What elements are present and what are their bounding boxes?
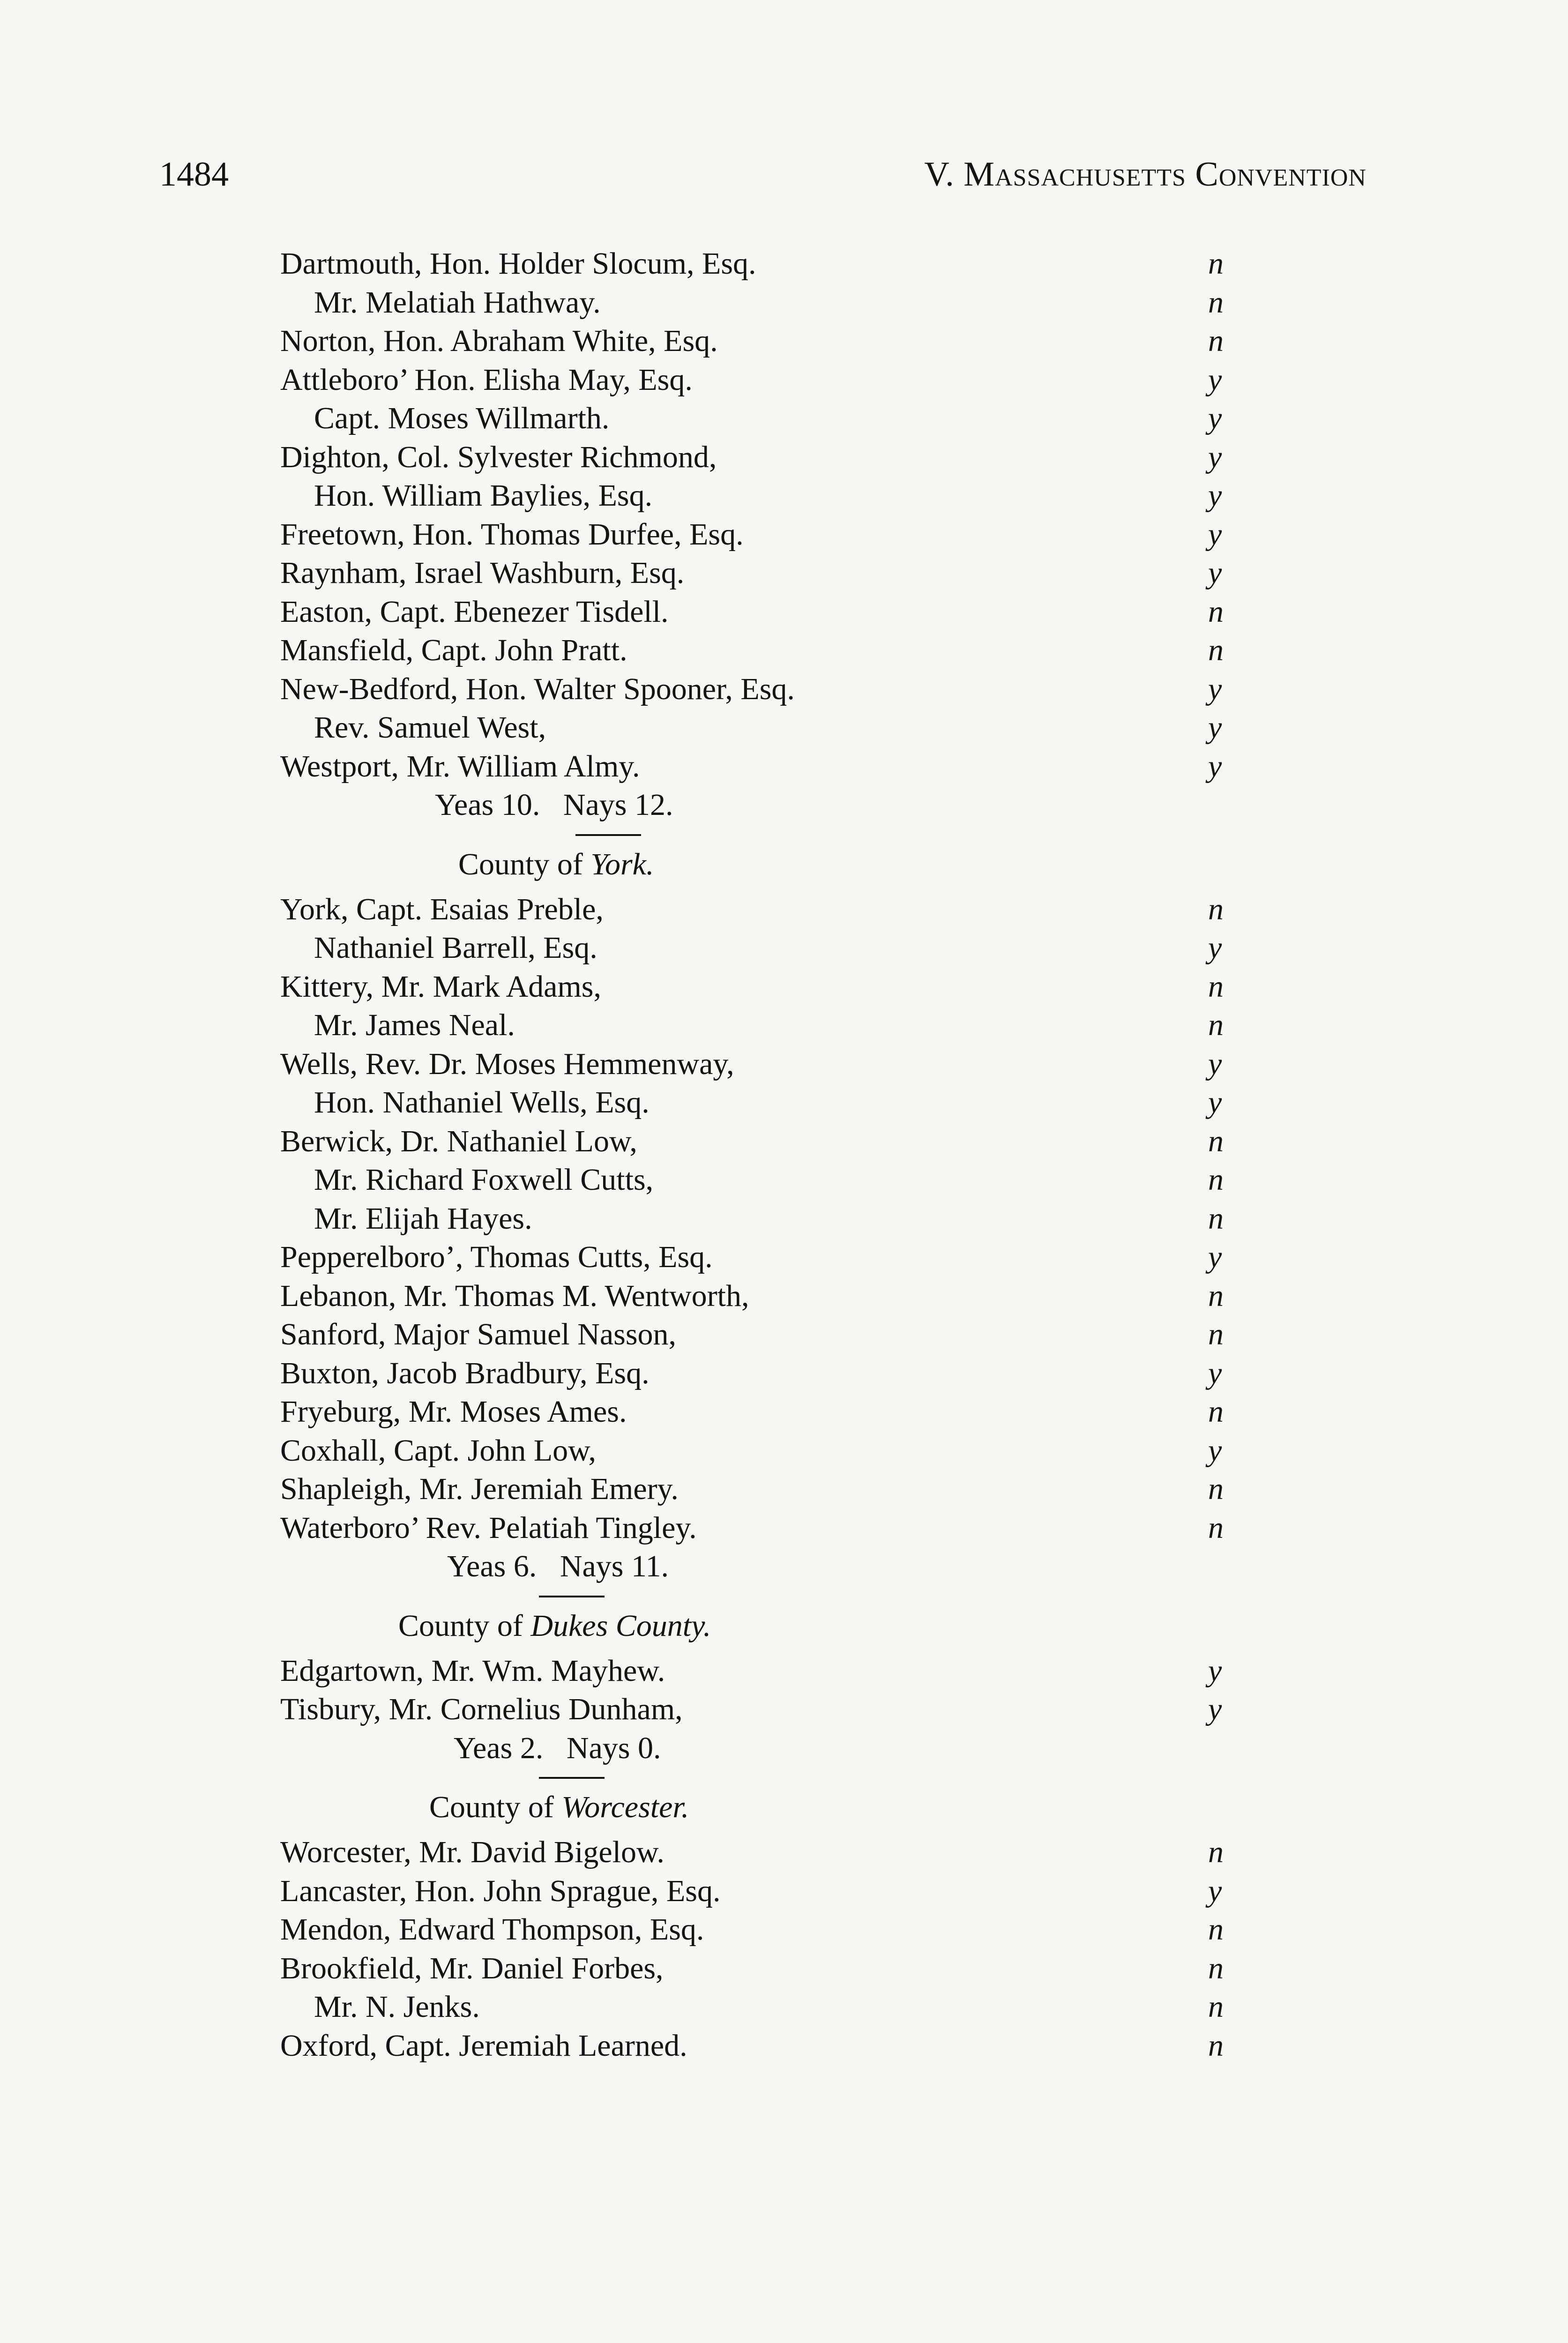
delegate-row: Mr. N. Jenks. n <box>280 1988 1311 2027</box>
vote-mark: y <box>1208 478 1222 513</box>
vote-mark: y <box>1208 749 1222 783</box>
delegate-row: Worcester, Mr. David Bigelow. n <box>280 1833 1311 1872</box>
vote-mark: y <box>1208 1240 1222 1274</box>
vote-mark: n <box>1208 1951 1224 1985</box>
delegate-row: Fryeburg, Mr. Moses Ames. n <box>280 1393 1311 1432</box>
vote-mark: n <box>1208 1163 1224 1197</box>
vote-mark: n <box>1208 2028 1224 2063</box>
delegate-row: York, Capt. Esaias Preble, n <box>280 890 1311 929</box>
delegate-row: Lancaster, Hon. John Sprague, Esq. y <box>280 1872 1311 1911</box>
delegate-row: Mr. Richard Foxwell Cutts, n <box>280 1161 1311 1200</box>
delegate-row: Mr. James Neal. n <box>280 1006 1311 1045</box>
delegate-row: Berwick, Dr. Nathaniel Low, n <box>280 1122 1311 1161</box>
vote-mark: n <box>1208 1201 1224 1236</box>
delegate-row: Mendon, Edward Thompson, Esq. n <box>280 1910 1311 1949</box>
delegate-row: Mansfield, Capt. John Pratt. n <box>280 631 1311 670</box>
delegate-row: New-Bedford, Hon. Walter Spooner, Esq. y <box>280 670 1311 709</box>
county-section-york <box>280 843 1311 1586</box>
page-number: 1484 <box>159 155 229 194</box>
delegate-row: Brookfield, Mr. Daniel Forbes, n <box>280 1949 1311 1988</box>
vote-mark: y <box>1208 362 1222 397</box>
vote-mark: y <box>1208 556 1222 590</box>
delegate-row: Sanford, Major Samuel Nasson, n <box>280 1315 1311 1354</box>
vote-mark: y <box>1208 440 1222 474</box>
vote-mark: n <box>1208 246 1224 281</box>
delegate-row: Capt. Moses Willmarth. y <box>280 399 1311 438</box>
delegate-row: Freetown, Hon. Thomas Durfee, Esq. y <box>280 515 1311 554</box>
vote-mark: n <box>1208 1912 1224 1947</box>
delegate-row: Rev. Samuel West, y <box>280 709 1311 747</box>
county-heading: County of Dukes County. <box>398 1608 711 1643</box>
vote-mark: n <box>1208 1835 1224 1869</box>
delegate-row: Kittery, Mr. Mark Adams, n <box>280 968 1311 1007</box>
vote-mark: n <box>1208 324 1224 358</box>
delegate-row: Pepperelboro’, Thomas Cutts, Esq. y <box>280 1238 1311 1277</box>
delegate-row: Buxton, Jacob Bradbury, Esq. y <box>280 1354 1311 1393</box>
vote-list <box>280 245 1311 2065</box>
vote-totals: Yeas 2. Nays 0. <box>454 1731 661 1765</box>
vote-mark: y <box>1208 1046 1222 1081</box>
vote-totals: Yeas 6. Nays 11. <box>447 1549 669 1583</box>
delegate-row: Hon. William Baylies, Esq. y <box>280 477 1311 515</box>
vote-mark: n <box>1208 594 1224 629</box>
vote-totals: Yeas 10. Nays 12. <box>435 788 673 822</box>
vote-mark: y <box>1208 1692 1222 1726</box>
delegate-row: Coxhall, Capt. John Low, y <box>280 1432 1311 1470</box>
delegate-row: Mr. Melatiah Hathway. n <box>280 284 1311 322</box>
vote-mark: n <box>1208 1510 1224 1545</box>
section-divider <box>280 1768 1311 1786</box>
vote-mark: y <box>1208 1085 1222 1119</box>
county-heading: County of Worcester. <box>429 1790 689 1824</box>
vote-mark: n <box>1208 969 1224 1004</box>
delegate-row: Wells, Rev. Dr. Moses Hemmenway, y <box>280 1045 1311 1084</box>
county-heading: County of York. <box>458 847 654 881</box>
vote-mark: y <box>1208 1433 1222 1468</box>
delegate-row: Edgartown, Mr. Wm. Mayhew. y <box>280 1652 1311 1691</box>
delegate-row: Lebanon, Mr. Thomas M. Wentworth, n <box>280 1277 1311 1316</box>
county-section-dukes <box>280 1605 1311 1768</box>
vote-mark: y <box>1208 931 1222 965</box>
vote-mark: n <box>1208 1278 1224 1313</box>
delegate-row: Raynham, Israel Washburn, Esq. y <box>280 554 1311 593</box>
vote-mark: y <box>1208 1356 1222 1390</box>
vote-mark: n <box>1208 1124 1224 1158</box>
vote-mark: y <box>1208 710 1222 745</box>
delegate-row: Easton, Capt. Ebenezer Tisdell. n <box>280 593 1311 632</box>
delegate-row: Nathaniel Barrell, Esq. y <box>280 929 1311 968</box>
section-divider <box>280 1586 1311 1605</box>
delegate-row: Dartmouth, Hon. Holder Slocum, Esq. n <box>280 245 1311 284</box>
section-divider <box>280 825 1311 843</box>
delegate-row: Shapleigh, Mr. Jeremiah Emery. n <box>280 1470 1311 1509</box>
vote-mark: n <box>1208 892 1224 926</box>
delegate-row: Waterboro’ Rev. Pelatiah Tingley. n <box>280 1509 1311 1548</box>
delegate-row: Westport, Mr. William Almy. y <box>280 747 1311 786</box>
vote-mark: n <box>1208 1990 1224 2024</box>
vote-mark: y <box>1208 672 1222 706</box>
delegate-row: Hon. Nathaniel Wells, Esq. y <box>280 1083 1311 1122</box>
delegate-row: Norton, Hon. Abraham White, Esq. n <box>280 322 1311 361</box>
county-section <box>280 245 1311 825</box>
delegate-row: Dighton, Col. Sylvester Richmond, y <box>280 438 1311 477</box>
county-section-worcester <box>280 1786 1311 2065</box>
delegate-row: Tisbury, Mr. Cornelius Dunham, y <box>280 1690 1311 1729</box>
vote-mark: y <box>1208 1873 1222 1908</box>
vote-mark: y <box>1208 401 1222 435</box>
vote-mark: n <box>1208 1472 1224 1506</box>
delegate-row: Mr. Elijah Hayes. n <box>280 1200 1311 1239</box>
delegate-row: Oxford, Capt. Jeremiah Learned. n <box>280 2027 1311 2066</box>
running-title: V. Massachusetts Convention <box>924 155 1366 194</box>
vote-mark: n <box>1208 633 1224 667</box>
vote-mark: n <box>1208 1317 1224 1351</box>
vote-mark: y <box>1208 1653 1222 1688</box>
vote-mark: n <box>1208 1008 1224 1042</box>
delegate-row: Attleboro’ Hon. Elisha May, Esq. y <box>280 361 1311 400</box>
vote-mark: n <box>1208 1395 1224 1429</box>
vote-mark: n <box>1208 285 1224 320</box>
running-head <box>159 155 1366 201</box>
vote-mark: y <box>1208 517 1222 552</box>
